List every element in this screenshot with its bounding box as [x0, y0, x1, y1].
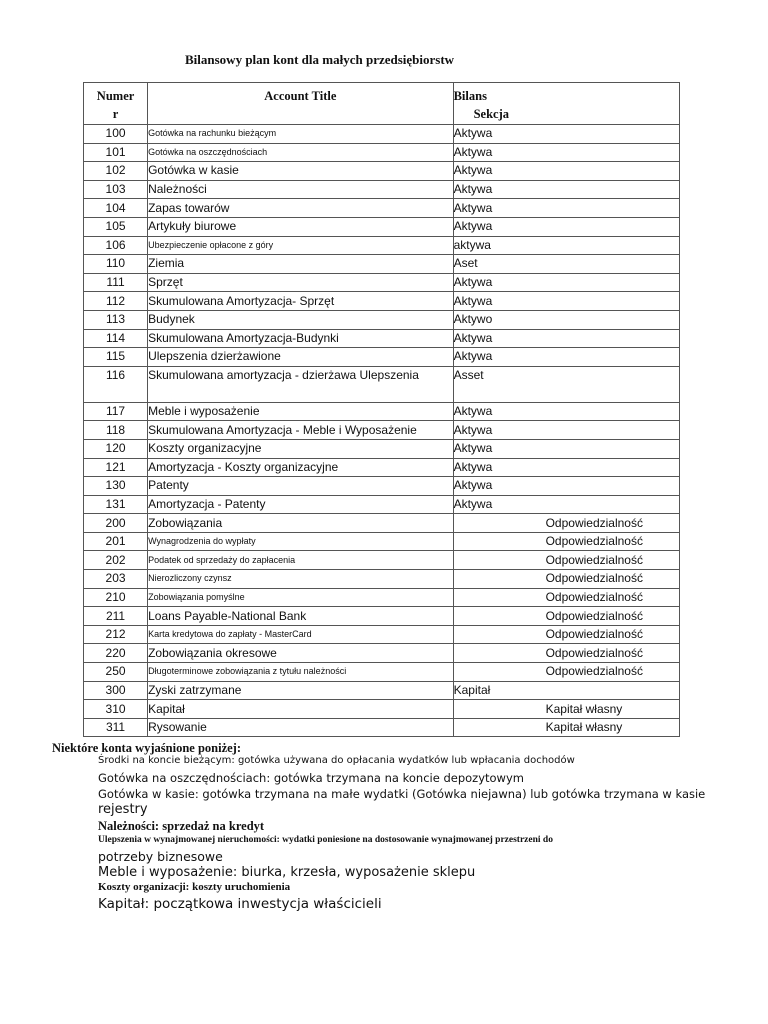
table-header-row [84, 83, 680, 125]
account-number: 101 [84, 143, 148, 162]
balance-section: Aktywa [453, 199, 679, 218]
notes-heading: Niektóre konta wyjaśnione poniżej: [52, 741, 242, 755]
balance-section: Aktywa [453, 292, 679, 311]
balance-section: Aktywa [453, 217, 679, 236]
table-row [84, 551, 680, 570]
account-number: 112 [84, 292, 148, 311]
account-title: Kapitał [148, 700, 454, 719]
account-title: Zyski zatrzymane [148, 681, 454, 700]
table-row [84, 532, 680, 551]
table-row [84, 439, 680, 458]
account-number: 211 [84, 607, 148, 626]
balance-section: Aktywa [453, 421, 679, 440]
account-number: 210 [84, 588, 148, 607]
account-title: Amortyzacja - Koszty organizacyjne [148, 458, 454, 477]
table-row [84, 162, 680, 181]
table-row [84, 421, 680, 440]
account-number: 100 [84, 125, 148, 144]
account-title: Zobowiązania okresowe [148, 644, 454, 663]
table-row [84, 236, 680, 255]
account-title: Należności [148, 180, 454, 199]
note-line: Gotówka na oszczędnościach: gotówka trzymana na koncie depozytowym [98, 771, 524, 785]
account-title: Patenty [148, 477, 454, 496]
account-number: 116 [84, 366, 148, 402]
account-number: 111 [84, 273, 148, 292]
account-number: 300 [84, 681, 148, 700]
account-number: 105 [84, 217, 148, 236]
note-line: Meble i wyposażenie: biurka, krzesła, wyposażenie sklepu [98, 865, 476, 880]
table-row [84, 348, 680, 367]
note-line: rejestry [98, 802, 148, 817]
header-number: Numer r [84, 83, 148, 125]
balance-section: Aktywa [453, 162, 679, 181]
account-number: 203 [84, 570, 148, 589]
account-title: Skumulowana amortyzacja - dzierżawa Ulepszenia [148, 366, 454, 402]
account-title: Ziemia [148, 255, 454, 274]
table-row [84, 329, 680, 348]
table-row [84, 217, 680, 236]
balance-section: Odpowiedzialność [453, 644, 679, 663]
table-row [84, 273, 680, 292]
table-row [84, 458, 680, 477]
table-row [84, 681, 680, 700]
account-number: 102 [84, 162, 148, 181]
table-row [84, 495, 680, 514]
account-title: Zapas towarów [148, 199, 454, 218]
account-number: 121 [84, 458, 148, 477]
document-title: Bilansowy plan kont dla małych przedsiębiorstw [185, 52, 455, 67]
table-row [84, 477, 680, 496]
account-number: 114 [84, 329, 148, 348]
balance-section: Aktywa [453, 477, 679, 496]
account-title: Amortyzacja - Patenty [148, 495, 454, 514]
balance-section: Aktywa [453, 125, 679, 144]
account-title: Meble i wyposażenie [148, 402, 454, 421]
account-title: Wynagrodzenia do wypłaty [148, 532, 454, 551]
account-title: Budynek [148, 310, 454, 329]
account-title: Skumulowana Amortyzacja-Budynki [148, 329, 454, 348]
balance-section: Aktywa [453, 348, 679, 367]
table-row [84, 644, 680, 663]
account-title: Nierozliczony czynsz [148, 570, 454, 589]
note-line: Należności: sprzedaż na kredyt [98, 819, 265, 833]
account-number: 131 [84, 495, 148, 514]
balance-section: Aktywa [453, 143, 679, 162]
balance-section: Asset [453, 366, 679, 402]
balance-section: Aktywa [453, 273, 679, 292]
account-number: 115 [84, 348, 148, 367]
table-row [84, 180, 680, 199]
account-title: Loans Payable-National Bank [148, 607, 454, 626]
balance-section: Kapitał własny [453, 700, 679, 719]
account-title: Gotówka na oszczędnościach [148, 143, 454, 162]
balance-section: Odpowiedzialność [453, 625, 679, 644]
balance-section: Odpowiedzialność [453, 588, 679, 607]
note-line: Ulepszenia w wynajmowanej nieruchomości: wydatki poniesione na dostosowanie wynajmowanej przestrzeni do [98, 835, 553, 845]
account-title: Sprzęt [148, 273, 454, 292]
balance-section: Aktywo [453, 310, 679, 329]
account-number: 220 [84, 644, 148, 663]
chart-of-accounts-table [83, 82, 680, 737]
header-balance-section: Bilans Sekcja [453, 83, 679, 125]
table-row [84, 514, 680, 533]
account-title: Artykuły biurowe [148, 217, 454, 236]
balance-section: Odpowiedzialność [453, 551, 679, 570]
table-row [84, 292, 680, 311]
note-line: Koszty organizacji: koszty uruchomienia [98, 881, 291, 893]
balance-section: Aktywa [453, 458, 679, 477]
note-line: Środki na koncie bieżącym: gotówka używana do opłacania wydatków lub wpłacania dochodów [98, 755, 575, 766]
table-row [84, 700, 680, 719]
account-number: 110 [84, 255, 148, 274]
account-number: 200 [84, 514, 148, 533]
account-title: Karta kredytowa do zapłaty - MasterCard [148, 625, 454, 644]
balance-section: Kapitał [453, 681, 679, 700]
balance-section: Odpowiedzialność [453, 607, 679, 626]
balance-section: Aktywa [453, 329, 679, 348]
table-row [84, 625, 680, 644]
table-row [84, 402, 680, 421]
account-number: 118 [84, 421, 148, 440]
account-number: 106 [84, 236, 148, 255]
table-row [84, 125, 680, 144]
balance-section: aktywa [453, 236, 679, 255]
account-title: Rysowanie [148, 718, 454, 737]
account-number: 117 [84, 402, 148, 421]
table-row [84, 199, 680, 218]
balance-section: Aktywa [453, 495, 679, 514]
note-line: potrzeby biznesowe [98, 849, 223, 864]
account-number: 120 [84, 439, 148, 458]
balance-section: Odpowiedzialność [453, 570, 679, 589]
balance-section: Aktywa [453, 439, 679, 458]
balance-section: Aktywa [453, 180, 679, 199]
account-title: Długoterminowe zobowiązania z tytułu należności [148, 663, 454, 682]
note-line: Gotówka w kasie: gotówka trzymana na małe wydatki (Gotówka niejawna) lub gotówka trzymana w kasie [98, 787, 706, 801]
balance-section: Kapitał własny [453, 718, 679, 737]
table-row [84, 310, 680, 329]
account-number: 201 [84, 532, 148, 551]
table-row [84, 663, 680, 682]
account-title: Koszty organizacyjne [148, 439, 454, 458]
balance-section: Odpowiedzialność [453, 532, 679, 551]
account-number: 310 [84, 700, 148, 719]
header-account-title: Account Title [148, 83, 454, 125]
account-title: Gotówka w kasie [148, 162, 454, 181]
account-number: 103 [84, 180, 148, 199]
account-number: 130 [84, 477, 148, 496]
account-number: 104 [84, 199, 148, 218]
table-row [84, 607, 680, 626]
account-title: Zobowiązania pomyślne [148, 588, 454, 607]
account-title: Podatek od sprzedaży do zapłacenia [148, 551, 454, 570]
balance-section: Aktywa [453, 402, 679, 421]
table-row [84, 143, 680, 162]
account-number: 212 [84, 625, 148, 644]
note-line: Kapitał: początkowa inwestycja właścicieli [98, 896, 382, 912]
account-number: 250 [84, 663, 148, 682]
account-title: Skumulowana Amortyzacja- Sprzęt [148, 292, 454, 311]
account-title: Zobowiązania [148, 514, 454, 533]
account-number: 113 [84, 310, 148, 329]
account-number: 202 [84, 551, 148, 570]
account-title: Ulepszenia dzierżawione [148, 348, 454, 367]
balance-section: Aset [453, 255, 679, 274]
table-row [84, 570, 680, 589]
account-title: Ubezpieczenie opłacone z góry [148, 236, 454, 255]
balance-section: Odpowiedzialność [453, 514, 679, 533]
balance-section: Odpowiedzialność [453, 663, 679, 682]
account-number: 311 [84, 718, 148, 737]
table-row [84, 588, 680, 607]
account-title: Skumulowana Amortyzacja - Meble i Wyposażenie [148, 421, 454, 440]
table-row [84, 718, 680, 737]
table-row [84, 255, 680, 274]
account-title: Gotówka na rachunku bieżącym [148, 125, 454, 144]
table-row [84, 366, 680, 402]
